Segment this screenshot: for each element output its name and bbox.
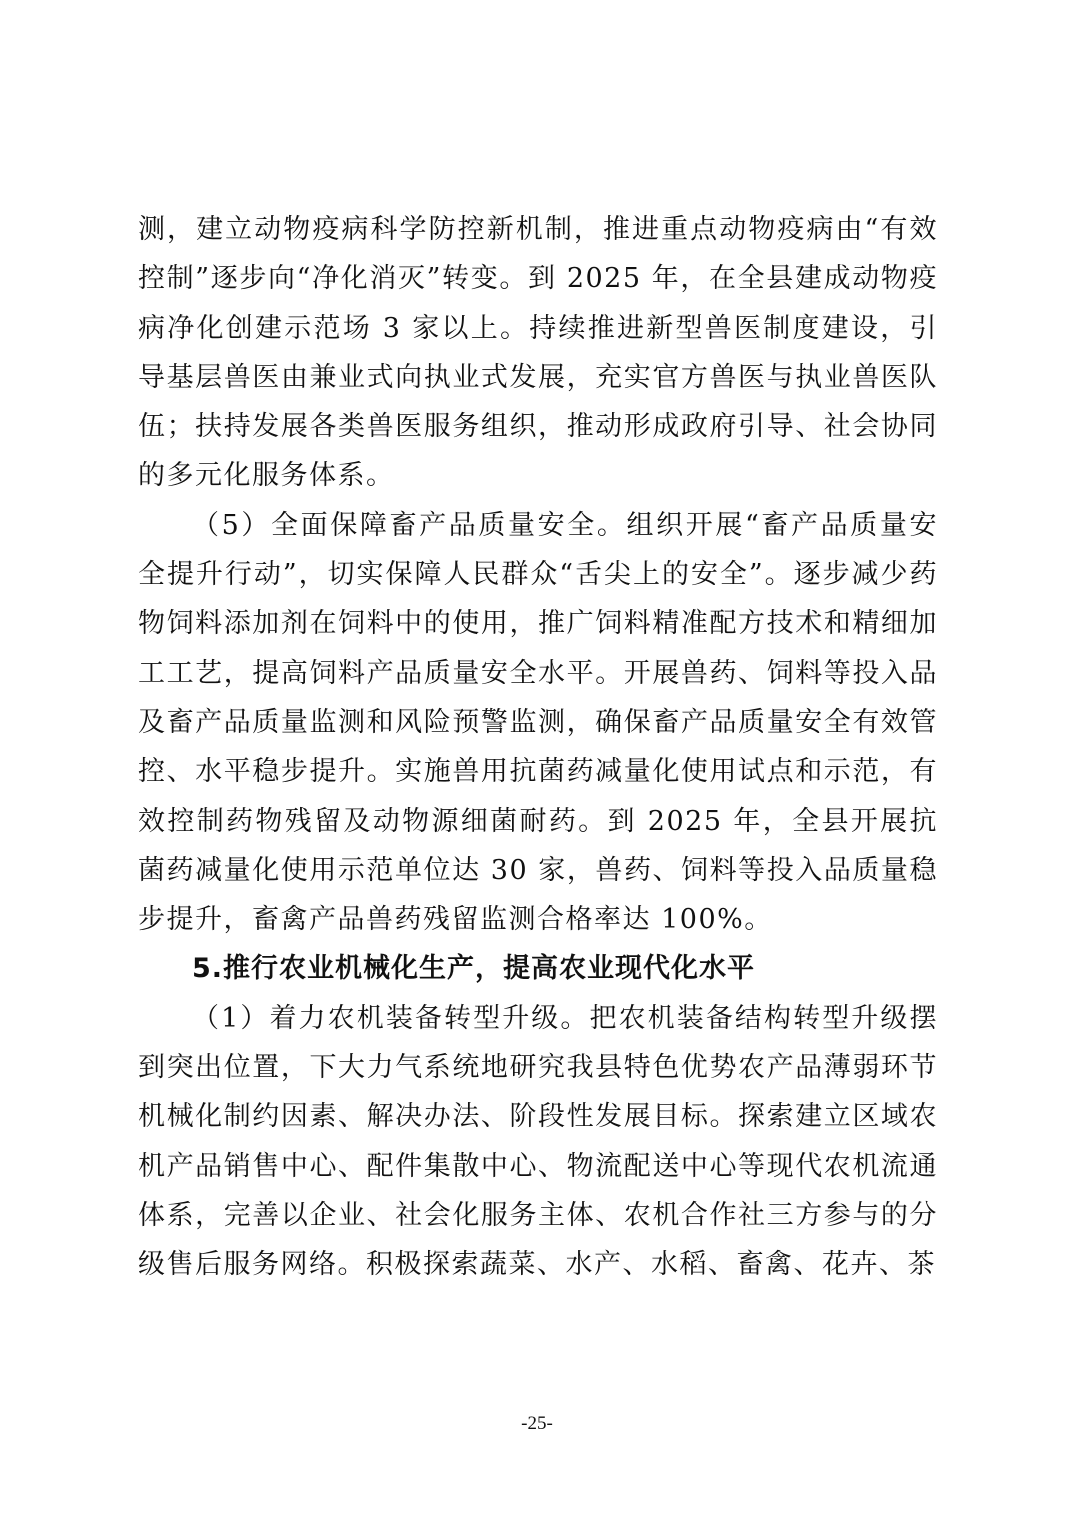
section-heading: 5.推行农业机械化生产，提高农业现代化水平 xyxy=(192,953,756,985)
page-number: -25- xyxy=(521,1413,553,1434)
body-text xyxy=(138,205,938,1290)
paragraph-continued: 测，建立动物疫病科学防控新机制，推进重点动物疫病由“有效控制”逐步向“净化消灭”转变。到 2025 年，在全县建成动物疫病净化创建示范场 3 家以上。持续推进新型兽医制度建设，引导基层兽医由兼业式向执业式发展，充实官方兽医与执业兽医队伍；扶持发展各类兽医服务组织，推动形成政府引导、社会协同的多元化服务体系。 xyxy=(138,214,938,492)
paragraph-machinery: （1）着力农机装备转型升级。把农机装备结构转型升级摆到突出位置，下大力气系统地研究我县特色优势农产品薄弱环节机械化制约因素、解决办法、阶段性发展目标。探索建立区域农机产品销售中心、配件集散中心、物流配送中心等现代农机流通体系，完善以企业、社会化服务主体、农机合作社三方参与的分级售后服务网络。积极探索蔬菜、水产、水稻、畜禽、花卉、茶 xyxy=(138,1002,938,1281)
paragraph-livestock-quality: （5）全面保障畜产品质量安全。组织开展“畜产品质量安全提升行动”，切实保障人民群众“舌尖上的安全”。逐步减少药物饲料添加剂在饲料中的使用，推广饲料精准配方技术和精细加工工艺，提高饲料产品质量安全水平。开展兽药、饲料等投入品及畜产品质量监测和风险预警监测，确保畜产品质量安全有效管控、水平稳步提升。实施兽用抗菌药减量化使用试点和示范，有效控制药物残留及动物源细菌耐药。到 2025 年，全县开展抗菌药减量化使用示范单位达 30 家，兽药、饲料等投入品质量稳步提升，畜禽产品兽药残留监测合格率达 100%。 xyxy=(138,509,938,936)
